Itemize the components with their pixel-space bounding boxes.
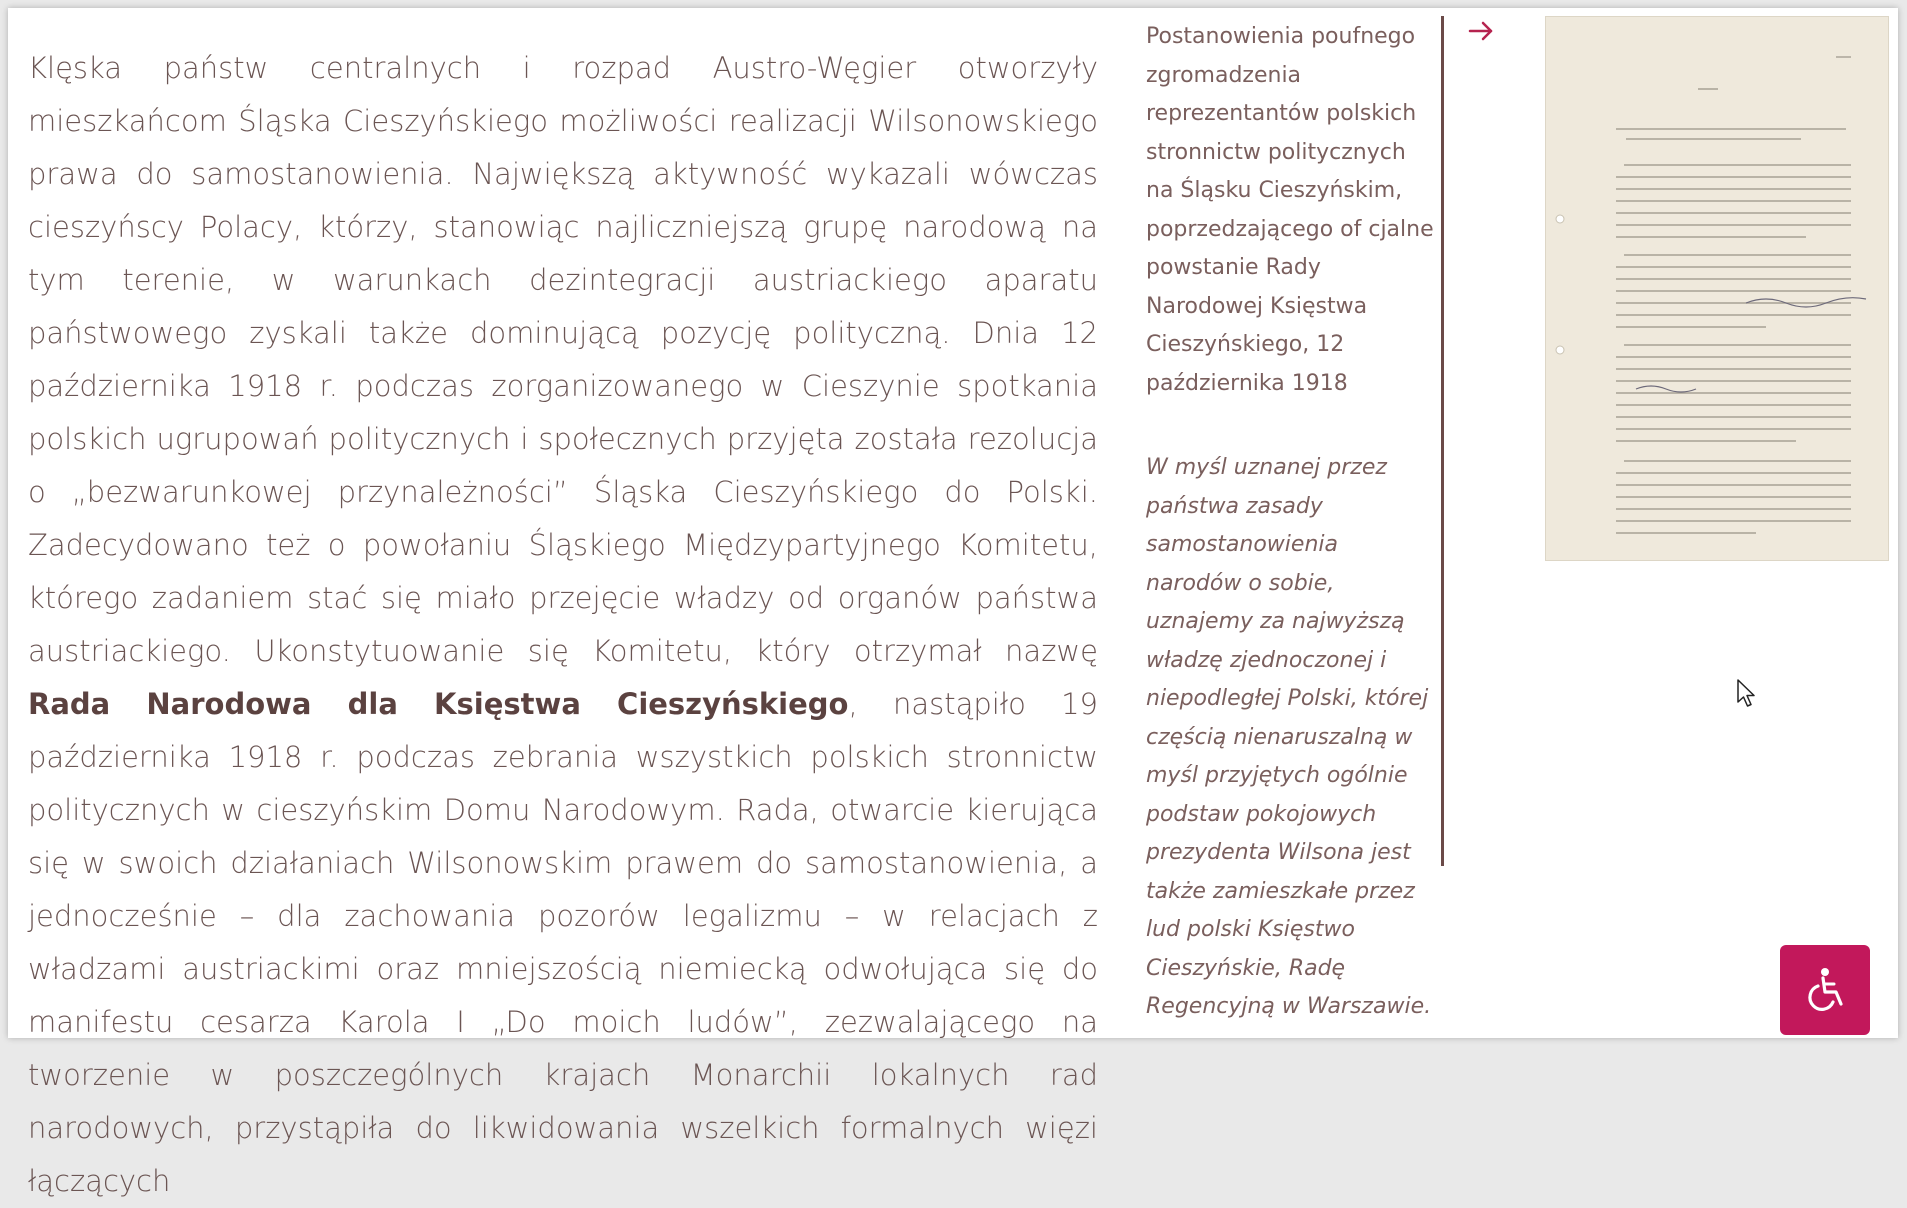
accessibility-button[interactable] [1780, 945, 1870, 1035]
document-sidebar [1146, 18, 1436, 1027]
sidebar-divider [1441, 16, 1444, 866]
page-frame [8, 8, 1898, 1198]
document-scan-image[interactable] [1545, 16, 1889, 561]
document-caption: Postanowienia poufnego zgromadzenia reprezentantów polskich stronnictw politycznych na Śląsku Cieszyńskim, poprzedzającego of cjalne powstanie Rady Narodowej Księstwa Cieszyńskiego, 12 października 1918 [1146, 24, 1434, 396]
article-bold-term: Rada Narodowa dla Księstwa Cieszyńskiego [28, 687, 849, 721]
document-quote: W myśl uznanej przez państwa zasady samostanowienia narodów o sobie, uznajemy za najwyższą władzę zjednoczonej i niepodległej Polski, której częścią nienaruszalną w myśl przyjętych ogólnie podstaw pokojowych prezydenta Wilsona jest także zamieszkałe przez lud polski Księstwo Cieszyńskie, Radę Regencyjną w Warszawie. [1146, 455, 1432, 1019]
typewritten-document-illustration [1546, 17, 1888, 560]
article-paragraph [28, 42, 1098, 1208]
article-text-after: , nastąpiło 19 października 1918 r. podczas zebrania wszystkich polskich stronnictw politycznych w cieszyńskim Domu Narodowym. Rada, otwarcie kierująca się w swoich działaniach Wilsonowskim prawem do samostanowienia, a jednocześnie – dla zachowania pozorów legalizmu – w relacjach z władzami austriackimi oraz mniejszością niemiecką odwołująca się do manifestu cesarza Karola I „Do moich ludów”, zezwalającego na tworzenie w poszczególnych krajach Monarchii lokalnych rad narodowych, przystąpiła do likwidowania wszelkich formalnych więzi łączących [28, 687, 1098, 1198]
article-text-before: Klęska państw centralnych i rozpad Austro-Węgier otworzyły mieszkańcom Śląska Cieszyńskiego możliwości realizacji Wilsonowskiego prawa do samostanowienia. Największą aktywność wykazali wówczas cieszyńscy Polacy, którzy, stanowiąc najliczniejszą grupę narodową na tym terenie, w warunkach dezintegracji austriackiego aparatu państwowego zyskali także dominującą pozycję polityczną. Dnia 12 października 1918 r. podczas zorganizowanego w Cieszynie spotkania polskich ugrupowań politycznych i społecznych przyjęta została rezolucja o „bezwarunkowej przynależności” Śląska Cieszyńskiego do Polski. Zadecydowano też o powołaniu Śląskiego Międzypartyjnego Komitetu, którego zadaniem stać się miało przejęcie władzy od organów państwa austriackiego. Ukonstytuowanie się Komitetu, który otrzymał nazwę [28, 51, 1098, 668]
arrow-right-icon[interactable] [1466, 16, 1496, 46]
mouse-pointer-icon [1736, 678, 1758, 710]
wheelchair-icon [1799, 964, 1851, 1016]
